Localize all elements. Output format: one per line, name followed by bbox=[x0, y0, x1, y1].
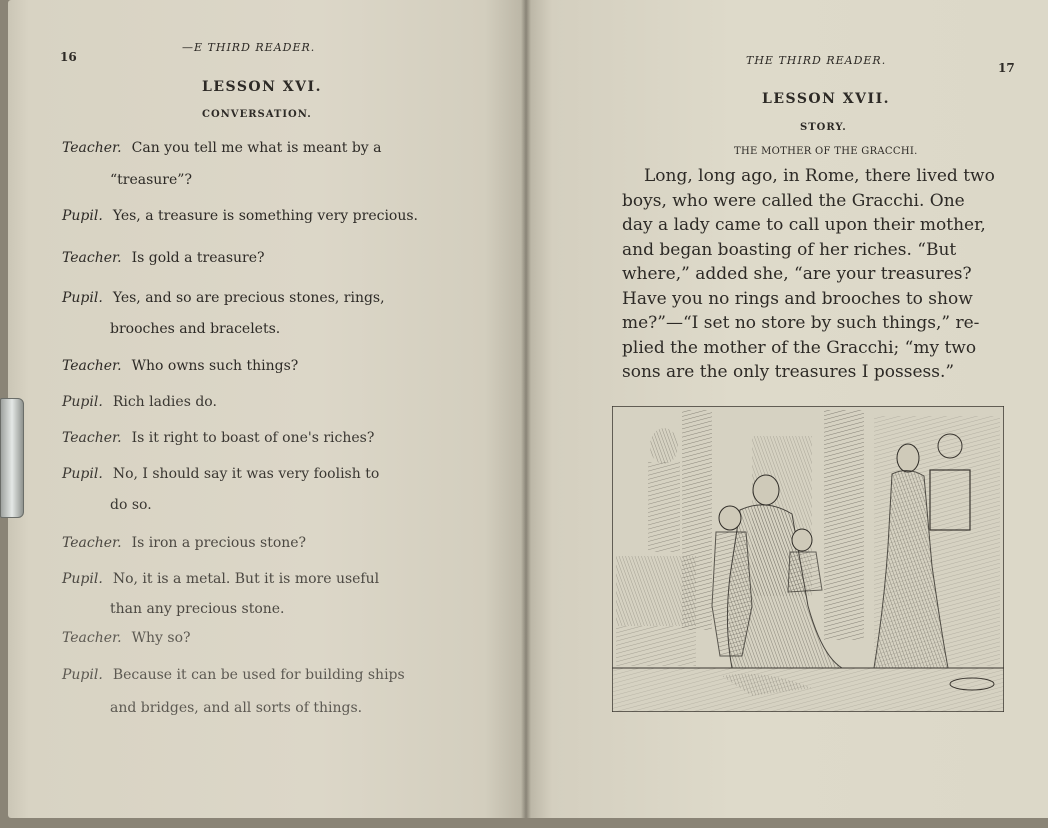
speaker-label: Pupil. bbox=[62, 208, 103, 224]
story-line: and began boasting of her riches. “But bbox=[622, 239, 957, 260]
speaker-label: Pupil. bbox=[62, 571, 103, 587]
lesson-title: LESSON XVI. bbox=[202, 79, 322, 95]
lesson-title: LESSON XVII. bbox=[762, 91, 890, 107]
lesson-subtitle: STORY. bbox=[800, 122, 847, 133]
running-head: THE THIRD READER. bbox=[746, 54, 887, 67]
speaker-label: Pupil. bbox=[62, 290, 103, 306]
speaker-label: Teacher. bbox=[62, 430, 122, 446]
story-text bbox=[622, 164, 1042, 385]
dialogue-line bbox=[62, 535, 306, 551]
dialogue-line bbox=[62, 571, 379, 587]
speaker-label: Pupil. bbox=[62, 394, 103, 410]
dialogue-continuation: than any precious stone. bbox=[110, 601, 285, 617]
dialogue-text: Is gold a treasure? bbox=[131, 250, 265, 266]
speaker-label: Teacher. bbox=[62, 250, 122, 266]
speaker-label: Teacher. bbox=[62, 140, 122, 156]
dialogue-text: Rich ladies do. bbox=[112, 394, 217, 410]
dialogue-text: No, I should say it was very foolish to bbox=[112, 466, 380, 482]
dialogue-line bbox=[62, 466, 379, 482]
dialogue-text: Is iron a precious stone? bbox=[131, 535, 307, 551]
dialogue-continuation: do so. bbox=[110, 497, 152, 513]
story-line: Have you no rings and brooches to show bbox=[622, 288, 973, 309]
story-line: Long, long ago, in Rome, there lived two bbox=[644, 166, 995, 186]
engraving-illustration bbox=[612, 406, 1004, 712]
speaker-label: Teacher. bbox=[62, 535, 122, 551]
running-head: —E THIRD READER. bbox=[182, 41, 316, 54]
right-page bbox=[526, 0, 1048, 818]
dialogue-line bbox=[62, 630, 191, 646]
illustration-graphic bbox=[612, 406, 1004, 712]
speaker-label: Teacher. bbox=[62, 358, 122, 374]
lesson-subtitle: CONVERSATION. bbox=[202, 109, 312, 120]
dialogue-text: Because it can be used for building ships bbox=[112, 667, 405, 683]
dialogue-text: Yes, and so are precious stones, rings, bbox=[112, 290, 385, 306]
dialogue-line bbox=[62, 430, 374, 446]
left-page bbox=[8, 0, 526, 818]
binder-clip bbox=[0, 398, 24, 518]
dialogue-continuation: “treasure”? bbox=[110, 172, 192, 188]
story-line: plied the mother of the Gracchi; “my two bbox=[622, 337, 977, 358]
dialogue-text: Why so? bbox=[131, 630, 191, 646]
story-line: sons are the only treasures I possess.” bbox=[622, 362, 955, 382]
speaker-label: Teacher. bbox=[62, 630, 122, 646]
dialogue-line bbox=[62, 208, 418, 224]
dialogue-line bbox=[62, 140, 382, 156]
story-line: me?”—“I set no store by such things,” re- bbox=[622, 313, 980, 333]
page-number: 17 bbox=[998, 61, 1015, 75]
book-gutter bbox=[521, 0, 531, 818]
dialogue-text: Is it right to boast of one's riches? bbox=[131, 430, 375, 446]
speaker-label: Pupil. bbox=[62, 667, 103, 683]
story-line: boys, who were called the Gracchi. One bbox=[622, 190, 965, 211]
dialogue-text: Can you tell me what is meant by a bbox=[131, 140, 382, 156]
dialogue-line bbox=[62, 358, 298, 374]
dialogue-text: Who owns such things? bbox=[131, 358, 299, 374]
speaker-label: Pupil. bbox=[62, 466, 103, 482]
dialogue-text: No, it is a metal. But it is more useful bbox=[112, 571, 380, 587]
story-line: day a lady came to call upon their mother, bbox=[622, 215, 986, 235]
story-line: where,” added she, “are your treasures? bbox=[622, 264, 972, 284]
dialogue-line bbox=[62, 394, 217, 410]
dialogue-line bbox=[62, 290, 385, 306]
dialogue-continuation: and bridges, and all sorts of things. bbox=[110, 700, 363, 716]
dialogue-line bbox=[62, 250, 265, 266]
dialogue-line bbox=[62, 667, 405, 683]
story-title: THE MOTHER OF THE GRACCHI. bbox=[734, 146, 918, 157]
page-number: 16 bbox=[60, 50, 77, 64]
dialogue-text: Yes, a treasure is something very precious. bbox=[112, 208, 419, 224]
dialogue-continuation: brooches and bracelets. bbox=[110, 321, 281, 337]
